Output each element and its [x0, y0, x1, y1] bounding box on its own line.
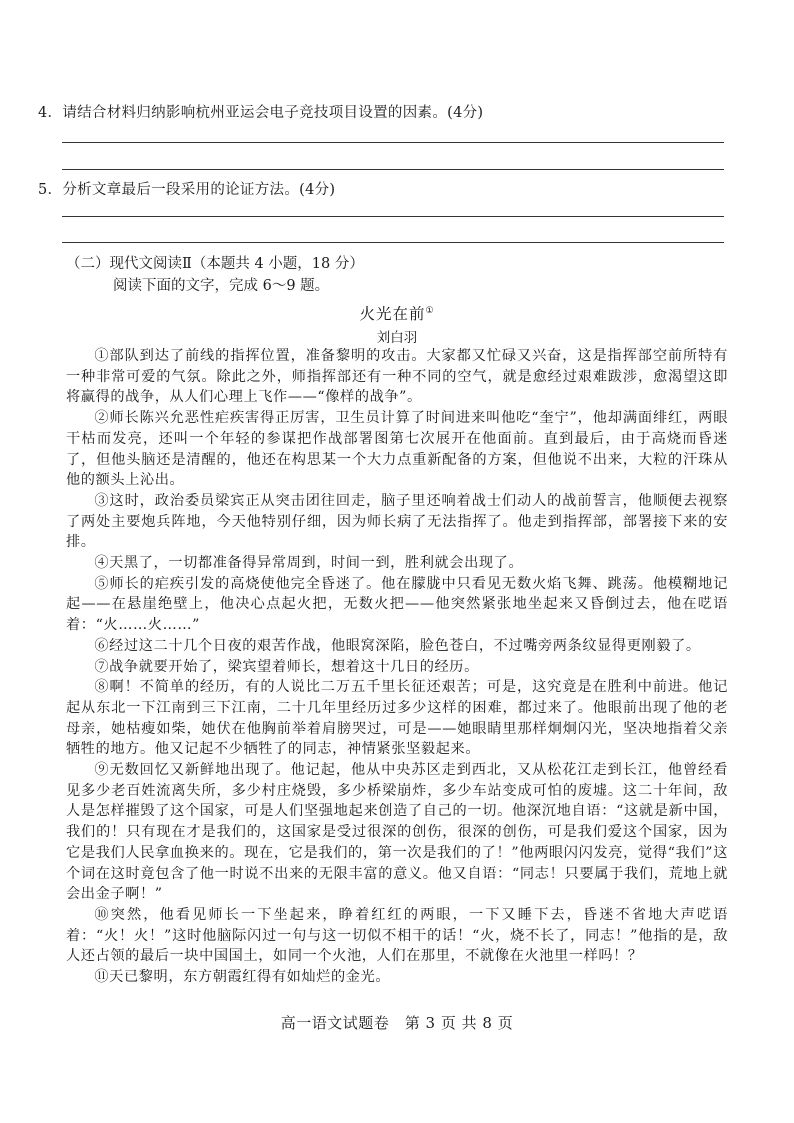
article-title-text: 火光在前 [359, 305, 426, 323]
paragraph: ①部队到达了前线的指挥位置，准备黎明的攻击。大家都又忙碌又兴奋，这是指挥部空前所特有一种非常可爱的气氛。除此之外，师指挥部还有一种不同的空气，就是愈经过艰难跋涉，愈渴望这即将赢得的战争，从人们心理上飞作——“像样的战争”。 [66, 348, 728, 406]
paragraph: ⑪天已黎明，东方朝霞红得有如灿烂的金光。 [94, 969, 391, 986]
paragraph: ③这时，政治委员梁宾正从突击团往回走，脑子里还响着战士们动人的战前誓言，他顺便去视察了两处主要炮兵阵地，今天他特别仔细，因为师长病了无法指挥了。他走到指挥部，部署接下来的安排。 [66, 492, 728, 551]
section-instruction: 阅读下面的文字，完成 6～9 题。 [113, 278, 330, 294]
article-author: 刘白羽 [376, 330, 418, 346]
question-4: 4．请结合材料归纳影响杭州亚运会电子竞技项目设置的因素。(4分) [38, 105, 484, 121]
answer-line [62, 216, 724, 217]
section-heading: （二）现代文阅读Ⅱ（本题共 4 小题，18 分） [66, 256, 364, 272]
page-footer: 高一语文试题卷 第 3 页 共 8 页 [280, 1014, 514, 1032]
answer-line [62, 242, 724, 243]
paragraph: ⑩突然，他看见师长一下坐起来，睁着红红的两眼，一下又睡下去，昏迷不省地大声呓语着：“火！火！”这时他脑际闪过一句与这一切似不相干的话！“火，烧不长了，同志！”他指的是，敌人还占领的最后一块中国国土，如同一个火池，人们在那里，不就像在火池里一样吗！？ [66, 906, 728, 965]
paragraph: ④天黑了，一切都准备得异常周到，时间一到，胜利就会出现了。 [94, 555, 524, 572]
paragraph: ⑦战争就要开始了，梁宾望着师长，想着这十几日的经历。 [94, 658, 479, 675]
paragraph: ⑤师长的疟疾引发的高烧使他完全昏迷了。他在朦胧中只看见无数火焰飞舞、跳荡。他模糊地记起——在悬崖绝壁上，他决心点起火把，无数火把——他突然紧张地坐起来又昏倒过去，他在呓语着：“火……火……” [66, 575, 728, 634]
question-5: 5．分析文章最后一段采用的论证方法。(4分) [38, 182, 336, 198]
answer-line [62, 169, 724, 170]
paragraph: ⑥经过这二十几个日夜的艰苦作战，他眼窝深陷，脸色苍白，不过嘴旁两条纹显得更刚毅了。 [94, 637, 701, 654]
paragraph: ⑨无数回忆又新鲜地出现了。他记起，他从中央苏区走到西北，又从松花江走到长江，他曾经看见多少老百姓流离失所，多少村庄烧毁，多少桥梁崩炸，多少车站变成可怕的废墟。这二十年间，敌人是怎样摧毁了这个国家，可是人们坚强地起来创造了自己的一切。他深沉地自语：“这就是新中国，我们的！只有现在才是我们的，这国家是受过很深的创伤，很深的创伤，可是我们爱这个国家，因为它是我们人民拿血换来的。现在，它是我们的，第一次是我们的了！”他两眼闪闪发亮，觉得“我们”这个词在这时竟包含了他一时说不出来的无限丰富的意义。他又自语：“同志！只要属于我们，荒地上就会出金子啊！” [66, 762, 728, 903]
footnote-mark: ① [425, 305, 435, 316]
paragraph: ⑧啊！不简单的经历，有的人说比二万五千里长征还艰苦；可是，这究竟是在胜利中前进。他记起从东北一下江南到三下江南，二十几年里经历过多少这样的困难，都过来了。他眼前出现了他的老母亲，她枯瘦如柴，她伏在他胸前举着肩膀哭过，可是——她眼睛里那样炯炯闪光，坚决地指着父亲牺牲的地方。他又记起不少牺牲了的同志，神情紧张坚毅起来。 [66, 679, 728, 758]
article-title [0, 302, 794, 324]
paragraph: ②师长陈兴允恶性疟疾害得正厉害，卫生员计算了时间进来叫他吃“奎宁”，他却满面绯红，两眼干枯而发亮，还叫一个年轻的参谋把作战部署图第七次展开在他面前。直到最后，由于高烧而昏迷了，但他头脑还是清醒的，他还在构思某一个大力点重新配备的方案，但他说不出来，大粒的汗珠从他的额头上沁出。 [66, 410, 728, 489]
answer-line [62, 142, 724, 143]
article-body [66, 346, 728, 988]
